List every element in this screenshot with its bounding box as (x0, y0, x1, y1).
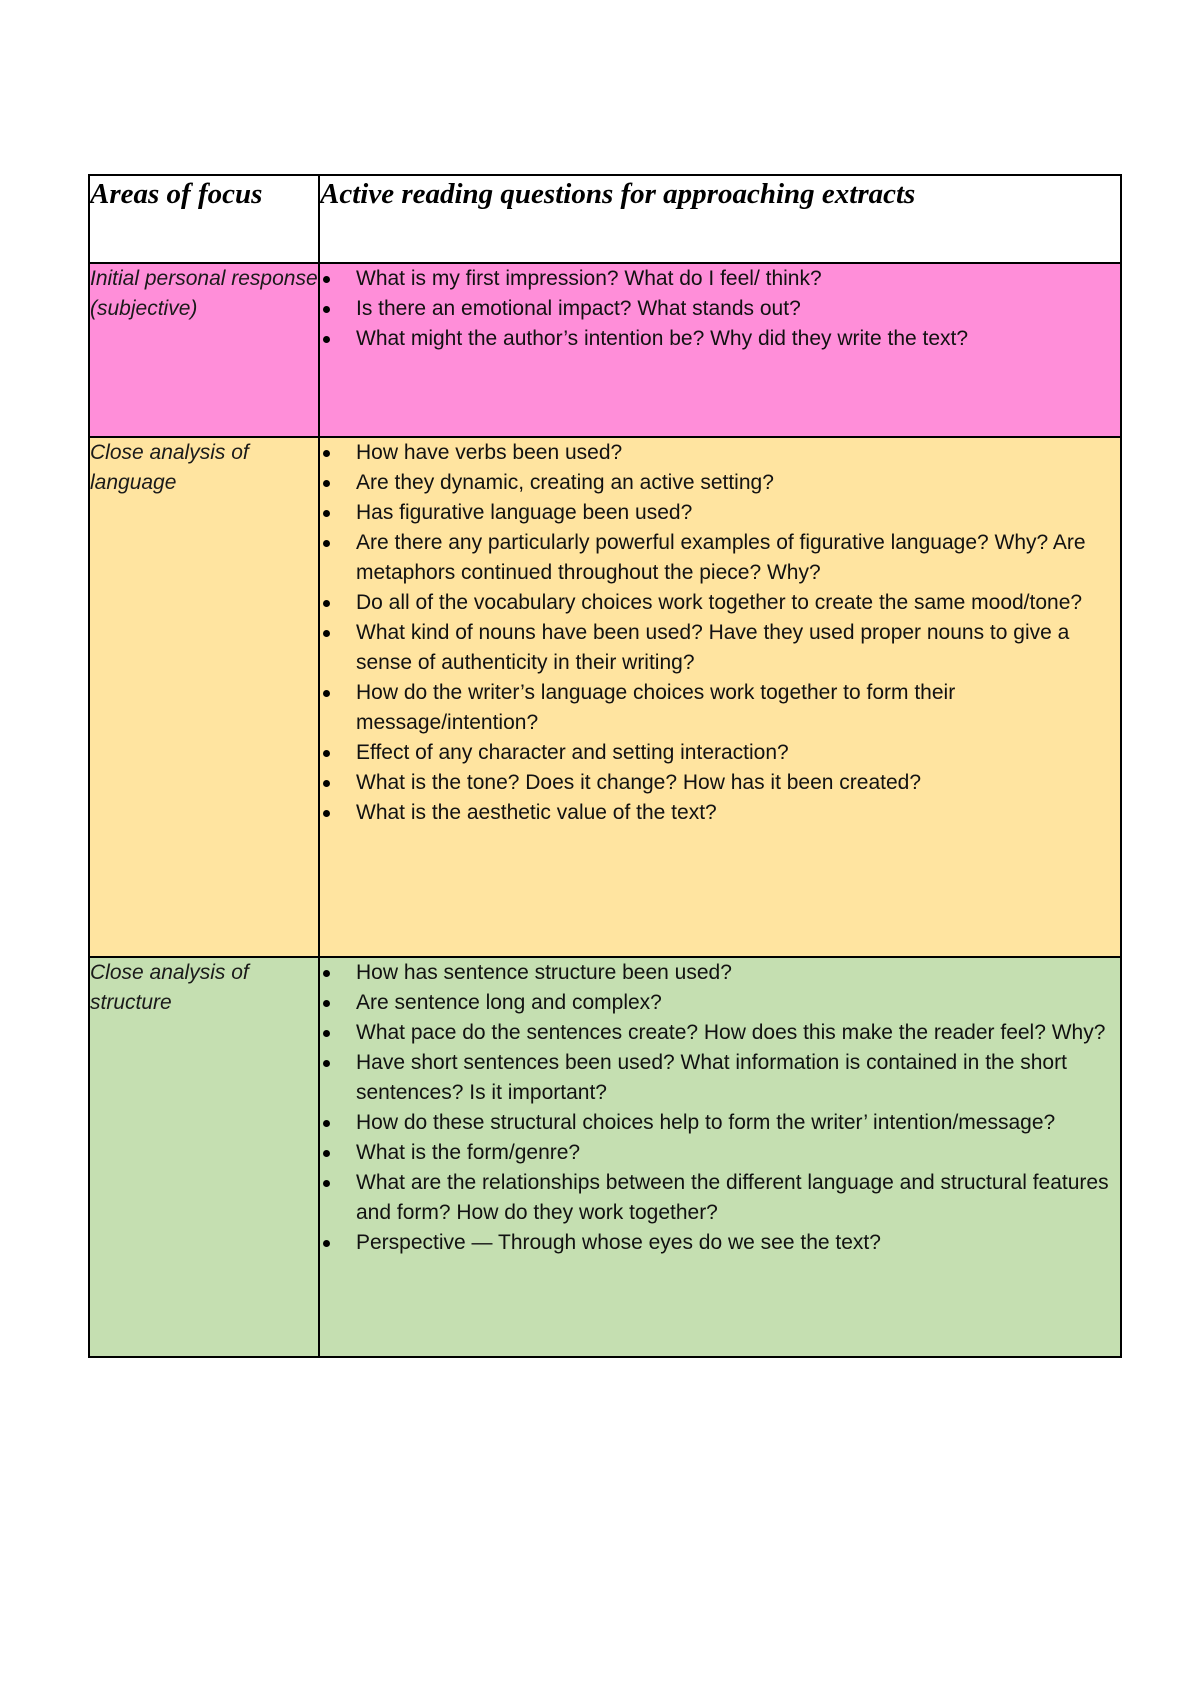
question-item: What are the relationships between the different language and structural features and form? How do they work together? (320, 1168, 1120, 1228)
question-item: What is my first impression? What do I feel/ think? (320, 264, 1120, 294)
questions-cell (319, 263, 1121, 437)
question-list (320, 438, 1120, 828)
question-list (320, 264, 1120, 354)
question-item: Perspective — Through whose eyes do we see the text? (320, 1228, 1120, 1258)
question-item: Have short sentences been used? What information is contained in the short sentences? Is it important? (320, 1048, 1120, 1108)
question-item: Is there an emotional impact? What stands out? (320, 294, 1120, 324)
question-item: How do these structural choices help to form the writer’ intention/message? (320, 1108, 1120, 1138)
area-label: Close analysis of structure (89, 957, 319, 1357)
question-item: Are they dynamic, creating an active setting? (320, 468, 1120, 498)
header-areas-of-focus: Areas of focus (89, 175, 319, 263)
question-item: What pace do the sentences create? How does this make the reader feel? Why? (320, 1018, 1120, 1048)
question-item: Effect of any character and setting interaction? (320, 738, 1120, 768)
question-item: Do all of the vocabulary choices work together to create the same mood/tone? (320, 588, 1120, 618)
table-header-row (89, 175, 1121, 263)
question-item: Are sentence long and complex? (320, 988, 1120, 1018)
question-item: How do the writer’s language choices work together to form their message/intention? (320, 678, 1120, 738)
question-item: Are there any particularly powerful examples of figurative language? Why? Are metaphors continued throughout the piece? Why? (320, 528, 1120, 588)
question-item: What kind of nouns have been used? Have they used proper nouns to give a sense of authenticity in their writing? (320, 618, 1120, 678)
table-row-language-analysis (89, 437, 1121, 957)
area-label: Close analysis of language (89, 437, 319, 957)
question-list (320, 958, 1120, 1258)
question-item: How have verbs been used? (320, 438, 1120, 468)
question-item: What is the tone? Does it change? How has it been created? (320, 768, 1120, 798)
reading-questions-table (88, 174, 1122, 1358)
question-item: What might the author’s intention be? Why did they write the text? (320, 324, 1120, 354)
question-item: Has figurative language been used? (320, 498, 1120, 528)
question-item: How has sentence structure been used? (320, 958, 1120, 988)
area-label: Initial personal response (subjective) (89, 263, 319, 437)
questions-cell (319, 957, 1121, 1357)
table-row-structure-analysis (89, 957, 1121, 1357)
header-active-reading-questions: Active reading questions for approaching extracts (319, 175, 1121, 263)
questions-cell (319, 437, 1121, 957)
question-item: What is the form/genre? (320, 1138, 1120, 1168)
question-item: What is the aesthetic value of the text? (320, 798, 1120, 828)
table-row-personal-response (89, 263, 1121, 437)
